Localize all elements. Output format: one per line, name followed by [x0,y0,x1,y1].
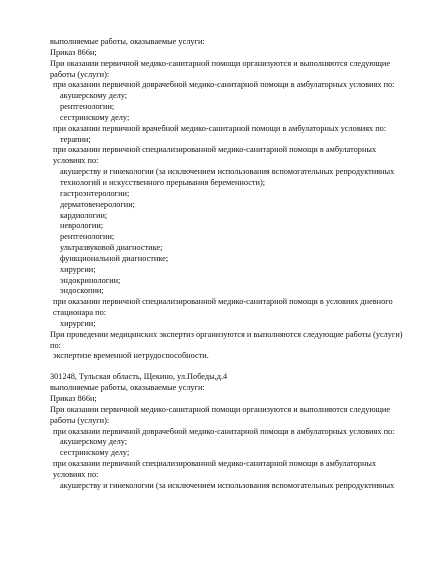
text-line: При проведении медицинских экспертиз организуются и выполняются следующие работы (услуги) по: [50,329,403,350]
text-line: При оказании первичной медико-санитарной помощи организуются и выполняются следующие работы (услуги): [50,58,391,79]
license-block-2 [50,372,410,491]
text-line: акушерскому делу; [60,437,128,447]
text-line: эндоскопии; [60,286,104,296]
text-line: при оказании первичной специализированной медико-санитарной помощи в условиях дневного стационара по: [53,297,393,318]
license-block-1 [50,37,410,362]
text-line: гастроэнтерологии; [60,188,130,198]
text-line: рентгенологии; [60,232,115,242]
text-line: экспертизе временной нетрудоспособности. [53,351,209,361]
text-line: при оказании первичной доврачебной медико-санитарной помощи в амбулаторных условиях по: [53,426,395,436]
text-line: акушерскому делу; [60,91,128,101]
text-line: хирургии; [60,318,96,328]
text-line: при оказании первичной врачебной медико-санитарной помощи в амбулаторных условиях по: [53,123,387,133]
text-line: при оказании первичной специализированной медико-санитарной помощи в амбулаторных условиях по: [53,459,377,479]
text-line: эндокринологии; [60,275,121,285]
document-page [50,37,410,492]
address-line: 301248, Тульская область, Щекино, ул.Победы,д.4 [50,372,228,382]
text-line: Приказ 866н; [50,47,97,57]
text-line: акушерству и гинекологии (за исключением использования вспомогательных репродуктивных [60,480,395,490]
text-line: Приказ 866н; [50,394,97,403]
text-line: рентгенологии; [60,102,115,112]
text-line: дерматовенерологии; [60,199,135,209]
text-line: при оказании первичной специализированной медико-санитарной помощи в амбулаторных условиях по: [53,145,377,166]
text-line: кардиологии; [60,210,108,220]
text-line: хирургии; [60,264,96,274]
text-line: неврологии; [60,221,104,231]
text-line: выполняемые работы, оказываемые услуги: [50,37,205,46]
section-spacer [50,362,410,372]
text-line: функциональной диагностике; [60,253,169,263]
text-line: При оказании первичной медико-санитарной помощи организуются и выполняются следующие работы (услуги): [50,404,391,425]
text-line: выполняемые работы, оказываемые услуги: [50,383,205,393]
text-line: при оказании первичной доврачебной медико-санитарной помощи в амбулаторных условиях по: [53,80,395,90]
text-line: ультразвуковой диагностике; [60,243,163,253]
text-line: сестринскому делу; [60,112,130,122]
text-line: терапии; [60,134,91,144]
text-line: акушерству и гинекологии (за исключением использования вспомогательных репродуктивных технологий и искусственного прерывания беременности); [60,167,395,187]
text-line: сестринскому делу; [60,448,130,458]
